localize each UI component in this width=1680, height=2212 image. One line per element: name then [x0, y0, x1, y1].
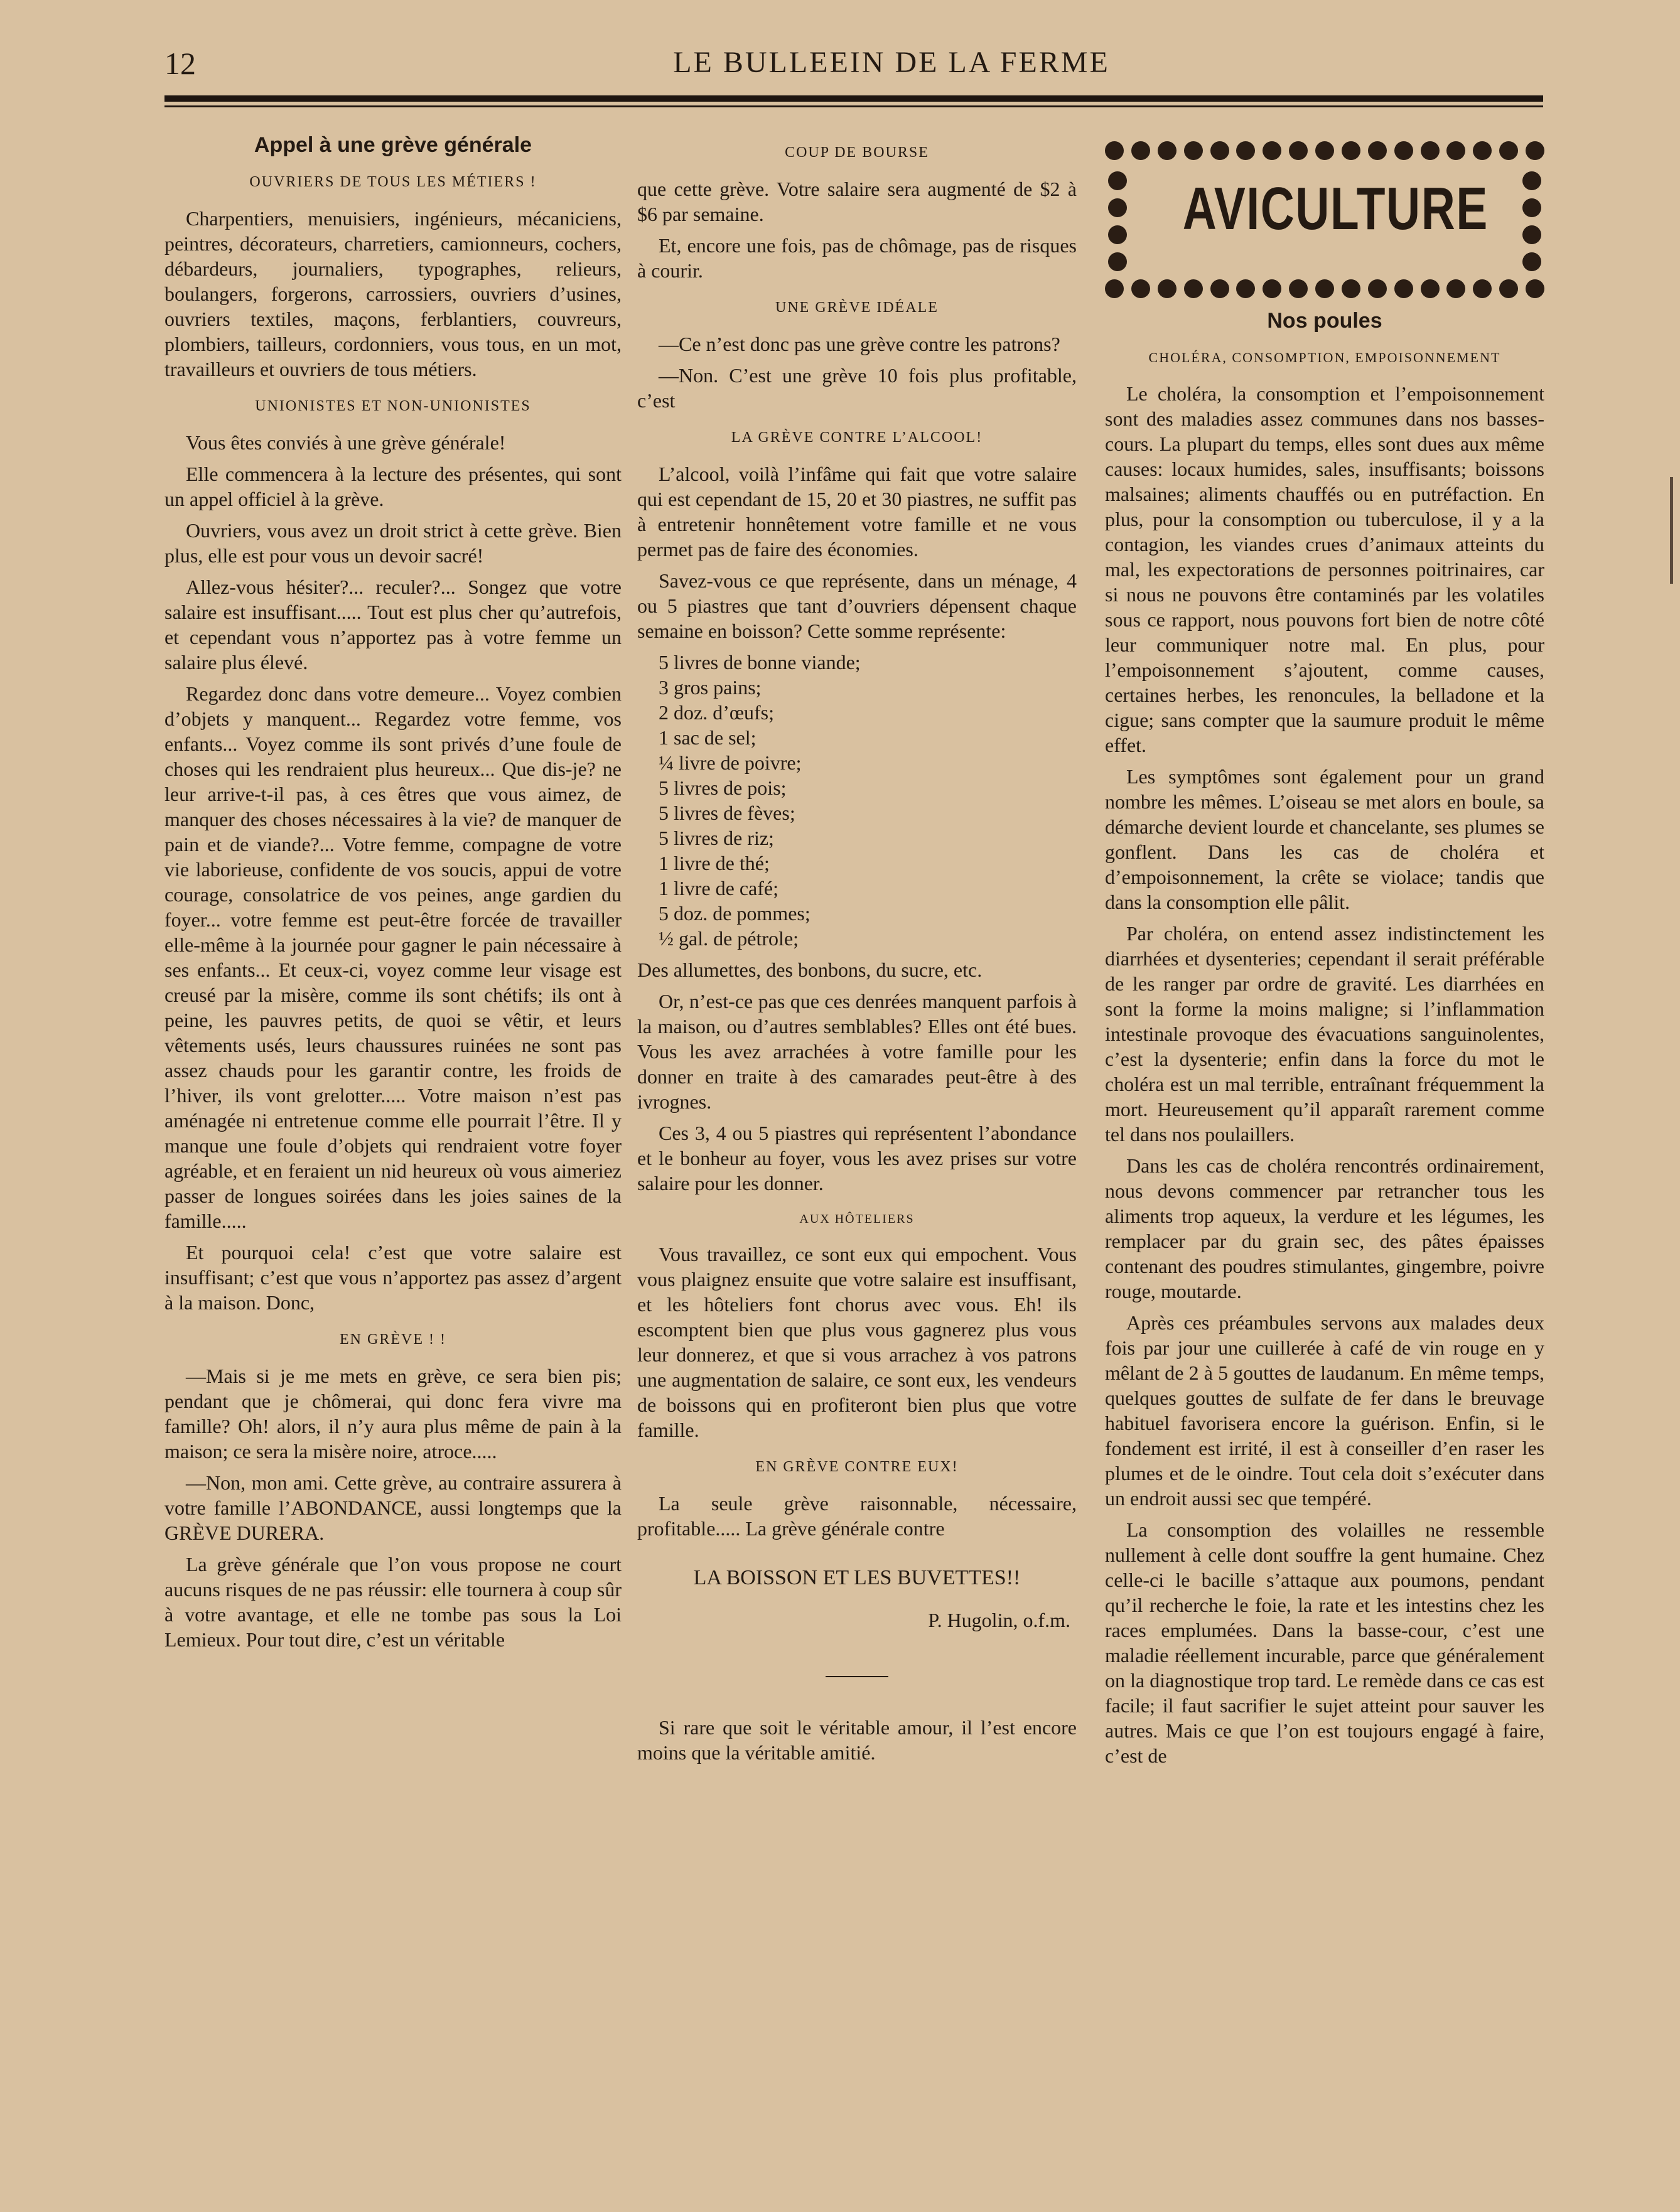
- list-item: 5 doz. de pommes;: [659, 902, 810, 925]
- aviculture-banner: [1105, 138, 1544, 301]
- paragraph: Si rare que soit le véritable amour, il l’est encore moins que la véritable amitié.: [637, 1716, 1077, 1764]
- paragraph: Des allumettes, des bonbons, du sucre, etc.: [637, 958, 983, 981]
- paragraph: Ces 3, 4 ou 5 piastres qui représentent l’abondance et le bonheur au foyer, vous les avez prises sur votre salaire pour les donner.: [637, 1122, 1077, 1195]
- paragraph: —Mais si je me mets en grève, ce sera bien pis; pendant que je chômerai, qui donc fera vivre ma famille? Oh! alors, il n’y aura plus même de pain à la maison; ce sera la misère noire, atroce.....: [164, 1365, 622, 1463]
- masthead-rule-thin: [164, 105, 1543, 107]
- column-middle: [637, 126, 1077, 1771]
- paragraph: Et pourquoi cela! c’est que votre salaire est insuffisant; c’est que vous n’apportez pas assez d’argent à la maison. Donc,: [164, 1241, 622, 1314]
- paragraph: —Ce n’est donc pas une grève contre les patrons?: [659, 333, 1060, 355]
- paragraph: Charpentiers, menuisiers, ingénieurs, mécaniciens, peintres, décorateurs, charretiers, camionneurs, cochers, débardeurs, journaliers, typographes, relieurs, boulangers, forgerons, carrossiers, ouvriers d’usines, ouvriers textiles, maçons, ferblantiers, couvreurs, plombiers, tailleurs, cordonniers, vous tous, en un mot, travailleurs et ouvriers de tous métiers.: [164, 207, 622, 380]
- article-title: Appel à une grève générale: [254, 133, 532, 157]
- page-edge-mark: [1670, 477, 1673, 584]
- section-subheading: EN GRÈVE CONTRE EUX!: [755, 1459, 959, 1475]
- article-title: Nos poules: [1267, 309, 1382, 333]
- paragraph: —Non, mon ami. Cette grève, au contraire assurera à votre famille l’ABONDANCE, aussi longtemps que la GRÈVE DURERA.: [164, 1471, 622, 1544]
- list-item: 1 sac de sel;: [659, 726, 757, 749]
- paragraph: Et, encore une fois, pas de chômage, pas de risques à courir.: [637, 234, 1077, 282]
- paragraph: —Non. C’est une grève 10 fois plus profitable, c’est: [637, 364, 1077, 412]
- paragraph: Après ces préambules servons aux malades deux fois par jour une cuillerée à café de vin rouge en y mêlant de 2 à 5 gouttes de laudanum. En même temps, quelques gouttes de sulfate de fer dans le breuvage habituel favorisera encore la guérison. Enfin, si le fondement est irrité, il est à conseiller d’en raser les plumes et de le oindre. Tout cela doit s’exécuter dans un endroit aussi sec que tempéré.: [1105, 1311, 1544, 1510]
- paragraph: La seule grève raisonnable, nécessaire, profitable..... La grève générale contre: [637, 1492, 1077, 1540]
- paragraph: Vous travaillez, ce sont eux qui empochent. Vous vous plaignez ensuite que votre salaire est insuffisant, et les hôteliers font chorus avec vous. Eh! ils escomptent bien que plus vous gagnerez plus vous leur donnerez, et que si vous arrachez à vos patrons une augmentation de salaire, ce sont eux, les vendeurs de boissons qui en profiteront bien plus que votre famille.: [637, 1243, 1077, 1441]
- paragraph: Allez-vous hésiter?... reculer?... Songez que votre salaire est insuffisant..... Tout est plus cher qu’autrefois, et cependant vous n’apportez pas à votre femme un salaire plus élevé.: [164, 576, 622, 674]
- list-item: 5 livres de pois;: [659, 776, 787, 799]
- banner-border-bottom: [1105, 276, 1544, 301]
- column-right: [1105, 126, 1544, 1774]
- list-item: 3 gros pains;: [659, 676, 762, 699]
- paragraph: Elle commencera à la lecture des présentes, qui sont un appel officiel à la grève.: [164, 463, 622, 510]
- section-subheading: OUVRIERS DE TOUS LES MÉTIERS !: [249, 174, 537, 190]
- paragraph: Par choléra, on entend assez indistinctement les diarrhées et dysenteries; cependant il serait préférable de les ranger par ordre de gravité. Les diarrhées en sont la forme la moins maligne; si l’inflammation intestinale provoque des évacuations sanguinolentes, c’est la dysenterie; enfin dans la force du mot le choléra est un mal terrible, entraînant fréquemment la mort. Heureusement qu’il apparaît rarement comme tel dans nos poulaillers.: [1105, 922, 1544, 1146]
- list-item: 1 livre de thé;: [659, 852, 770, 874]
- paragraph: Les symptômes sont également pour un grand nombre les mêmes. L’oiseau se met alors en boule, sa démarche devient lourde et chancelante, ses plumes se gonflent. Dans les cas de choléra et d’empoisonnement, la crête se violace; tandis que dans la consomption elle pâlit.: [1105, 765, 1544, 913]
- paragraph: Vous êtes conviés à une grève générale!: [186, 431, 506, 454]
- page-number: 12: [164, 46, 196, 81]
- paragraph: La grève générale que l’on vous propose ne court aucuns risques de ne pas réussir: elle tournera à coup sûr à votre avantage, et elle ne tombe pas sous la Loi Lemieux. Pour tout dire, c’est un véritable: [164, 1553, 622, 1651]
- banner-border-left: [1105, 168, 1130, 271]
- paragraph: Regardez donc dans votre demeure... Voyez combien d’objets y manquent... Regardez votre femme, vos enfants... Voyez comme ils sont privés d’une foule de choses qui les rendraient plus heureux... Que dis-je? ne leur arrive-t-il pas, à ces êtres que vous aimez, de manquer des choses nécessaires à la vie? de manquer de pain et de viande?... Votre femme, compagne de votre vie laborieuse, confidente de vos soucis, appui de votre courage, consolatrice de vos peines, ange gardien du foyer... votre femme est peut-être forcée de travailler elle-même à la journée pour gagner le pain nécessaire à ses enfants... Et ceux-ci, voyez comme leur visage est creusé par la misère, comme ils sont chétifs; ils ont à peine, les pauvres petits, de quoi se vêtir, et leurs vêtements usés, leurs chaussures ruinées ne sont pas assez chauds pour les garantir contre, les froids de l’hiver, ils vont grelotter..... Votre maison n’est pas aménagée ni entretenue comme elle pourrait l’être. Il y manque une foule d’objets qui rendraient votre foyer agréable, et en feraient un nid heureux où vous aimeriez passer de longues soirées dans les joies saines de la famille.....: [164, 682, 622, 1232]
- masthead-title: LE BULLEEIN DE LA FERME: [673, 46, 1110, 79]
- paragraph: Or, n’est-ce pas que ces denrées manquent parfois à la maison, ou d’autres semblables? Elles ont été bues. Vous les avez arrachées à votre famille pour les donner en traite à des camarades peut-être à des ivrognes.: [637, 990, 1077, 1113]
- section-subheading: CHOLÉRA, CONSOMPTION, EMPOISONNEMENT: [1148, 350, 1501, 365]
- paragraph: que cette grève. Votre salaire sera augmenté de $2 à $6 par semaine.: [637, 178, 1077, 225]
- section-subheading: AUX HÔTELIERS: [799, 1212, 915, 1226]
- paragraph: La consomption des volailles ne ressemble nullement à celle dont souffre la gent humaine. Chez celle-ci le bacille s’attaque aux poumons, pendant qu’il recherche le foie, la rate et les intestins chez les races emplumées. Dans la basse-cour, c’est une maladie réellement incurable, parce que généralement on la diagnostique trop tard. Le remède dans ce cas est facile; il faut sacrifier le sujet atteint pour sauver les autres. Mais ce que l’on est toujours engagé à faire, c’est de: [1105, 1518, 1544, 1767]
- list-item: 2 doz. d’œufs;: [659, 701, 774, 724]
- section-subheading: UNIONISTES ET NON-UNIONISTES: [255, 398, 531, 414]
- banner-title: AVICULTURE: [1182, 175, 1489, 242]
- masthead-rule-thick: [164, 95, 1543, 102]
- grocery-list: [637, 650, 1077, 951]
- section-subheading: COUP DE BOURSE: [785, 144, 929, 161]
- author-signature: P. Hugolin, o.f.m.: [928, 1609, 1070, 1631]
- list-item: ½ gal. de pétrole;: [659, 927, 799, 950]
- paragraph: Ouvriers, vous avez un droit strict à cette grève. Bien plus, elle est pour vous un devoir sacré!: [164, 519, 622, 567]
- section-subheading: EN GRÈVE ! !: [340, 1331, 446, 1348]
- list-item: 1 livre de café;: [659, 877, 778, 899]
- paragraph: Savez-vous ce que représente, dans un ménage, 4 ou 5 piastres que tant d’ouvriers dépensent chaque semaine en boisson? Cette somme représente:: [637, 569, 1077, 642]
- paragraph: Le choléra, la consomption et l’empoisonnement sont des maladies assez communes dans nos basses-cours. La plupart du temps, elles sont dues aux même causes: locaux humides, sales, insuffisants; boissons malsaines; aliments chauffés ou en putréfaction. En plus, pour la consomption ou tuberculose, il y a la contagion, les viandes crues d’animaux atteints du mal, les expectorations de personnes poitrinaires, car si nous ne pouvons être contaminés par les volatiles sous ce rapport, nous pouvons fort bien de notre côté leur communiquer notre mal. En plus, pour l’empoisonnement s’ajoutent, comme causes, certaines herbes, les renoncules, la belladone et la cigue; sans compter que la saumure produit le même effet.: [1105, 382, 1544, 756]
- slogan-line: LA BOISSON ET LES BUVETTES!!: [693, 1566, 1021, 1589]
- banner-border-right: [1519, 168, 1544, 271]
- column-left: [164, 126, 622, 1658]
- paragraph: Dans les cas de choléra rencontrés ordinairement, nous devons commencer par retrancher tous les aliments trop aqueux, la verdure et les légumes, les remplacer par du grain sec, des pâtes épaisses contenant des poudres stimulantes, gingembre, poivre rouge, moutarde.: [1105, 1154, 1544, 1302]
- section-subheading: LA GRÈVE CONTRE L’ALCOOL!: [731, 429, 983, 446]
- section-subheading: UNE GRÈVE IDÉALE: [775, 299, 939, 316]
- paragraph: L’alcool, voilà l’infâme qui fait que votre salaire qui est cependant de 15, 20 et 30 piastres, ne suffit pas à entretenir honnêtement votre famille et ne vous permet pas de faire des économies.: [637, 463, 1077, 561]
- list-item: ¼ livre de poivre;: [659, 751, 802, 774]
- list-item: 5 livres de riz;: [659, 827, 774, 849]
- banner-border-top: [1105, 138, 1544, 163]
- list-item: 5 livres de fèves;: [659, 802, 795, 824]
- list-item: 5 livres de bonne viande;: [659, 651, 861, 674]
- divider: [826, 1676, 888, 1677]
